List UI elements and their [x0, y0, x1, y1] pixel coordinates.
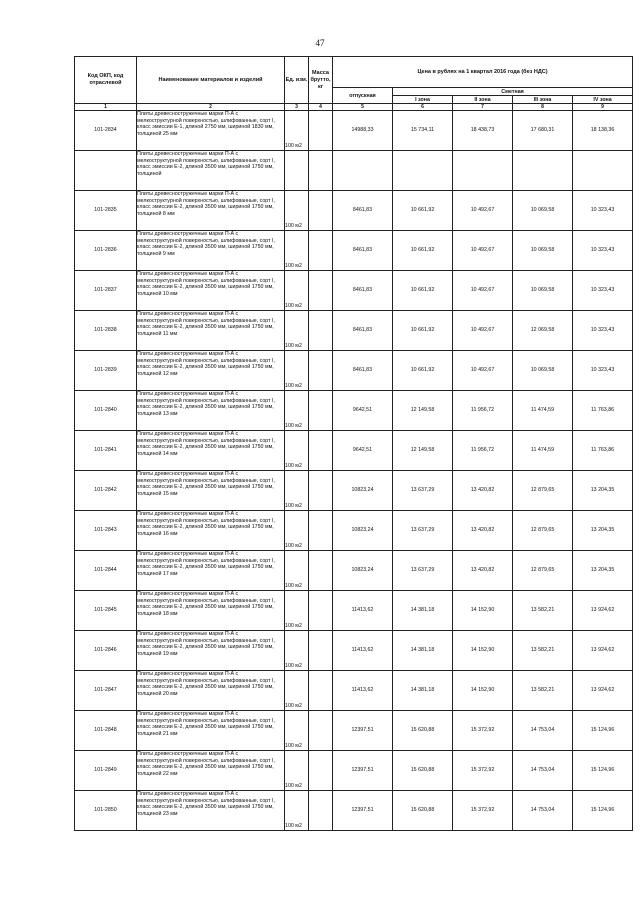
zone-4-price: 13 924,62: [573, 671, 633, 711]
zone-2-price: [453, 151, 513, 191]
zone-1-price: 12 149,58: [393, 391, 453, 431]
product-code: 101-2845: [75, 591, 137, 631]
unit-cell: 100 м2: [285, 751, 309, 791]
zone-1-price: 15 620,88: [393, 791, 453, 831]
column-number: 2: [137, 104, 285, 111]
product-code: [75, 151, 137, 191]
header-estimate-price: Сметная: [393, 88, 633, 96]
unit-cell: 100 м2: [285, 471, 309, 511]
product-code: 101-2838: [75, 311, 137, 351]
unit-cell: 100 м2: [285, 551, 309, 591]
zone-3-price: 10 069,58: [513, 191, 573, 231]
product-name: Плиты древесностружечные марки П-А с мелкоструктурной поверхностью, шлифованные, сорт I, класс эмиссии Е-2, длиной 3500 мм, шириной 1750 мм, толщиной 12 мм: [137, 351, 285, 391]
zone-2-price: 11 956,72: [453, 431, 513, 471]
table-header: [75, 57, 633, 111]
zone-4-price: 15 124,96: [573, 791, 633, 831]
header-name: Наименование материалов и изделий: [137, 57, 285, 104]
zone-2-price: 10 492,67: [453, 271, 513, 311]
table-row: [75, 711, 633, 751]
zone-2-price: 14 152,90: [453, 631, 513, 671]
product-code: 101-2850: [75, 791, 137, 831]
zone-1-price: 15 734,11: [393, 111, 453, 151]
mass-cell: [309, 471, 333, 511]
zone-4-price: 13 924,62: [573, 591, 633, 631]
product-code: 101-2835: [75, 191, 137, 231]
zone-4-price: 10 323,43: [573, 191, 633, 231]
zone-4-price: 13 204,35: [573, 471, 633, 511]
product-name: Плиты древесностружечные марки П-А с мелкоструктурной поверхностью, шлифованные, сорт I, класс эмиссии Е-2, длиной 3500 мм, шириной 1750 мм, толщиной 21 мм: [137, 711, 285, 751]
column-number: 1: [75, 104, 137, 111]
zone-3-price: 10 069,58: [513, 231, 573, 271]
unit-cell: 100 м2: [285, 711, 309, 751]
product-name: Плиты древесностружечные марки П-А с мелкоструктурной поверхностью, шлифованные, сорт I, класс эмиссии Е-2, длиной 3500 мм, шириной 1750 мм, толщиной 10 мм: [137, 271, 285, 311]
zone-3-price: 14 753,04: [513, 751, 573, 791]
product-name: Плиты древесностружечные марки П-А с мелкоструктурной поверхностью, шлифованные, сорт I, класс эмиссии Е-2, длиной 3500 мм, шириной 1750 мм, толщиной 9 мм: [137, 231, 285, 271]
column-number: 8: [513, 104, 573, 111]
release-price: 12397,51: [333, 751, 393, 791]
zone-3-price: 10 069,58: [513, 271, 573, 311]
zone-3-price: 13 582,21: [513, 631, 573, 671]
zone-4-price: 11 763,86: [573, 391, 633, 431]
zone-4-price: 18 138,36: [573, 111, 633, 151]
zone-1-price: 10 661,92: [393, 271, 453, 311]
release-price: 8461,83: [333, 351, 393, 391]
table-row: [75, 631, 633, 671]
product-code: 101-2843: [75, 511, 137, 551]
release-price: 10823,24: [333, 471, 393, 511]
table-row: [75, 191, 633, 231]
zone-4-price: 11 763,86: [573, 431, 633, 471]
zone-2-price: 10 492,67: [453, 311, 513, 351]
header-mass: Масса брутто, кг: [309, 57, 333, 104]
header-zone: I зона: [393, 96, 453, 104]
product-name: Плиты древесностружечные марки П-А с мелкоструктурной поверхностью, шлифованные, сорт I, класс эмиссии Е-2, длиной 3500 мм, шириной 1750 мм, толщиной 15 мм: [137, 471, 285, 511]
product-code: 101-2847: [75, 671, 137, 711]
unit-cell: 100 м2: [285, 791, 309, 831]
column-number: 9: [573, 104, 633, 111]
release-price: [333, 151, 393, 191]
zone-2-price: 13 420,82: [453, 471, 513, 511]
release-price: 10823,24: [333, 551, 393, 591]
unit-cell: 100 м2: [285, 111, 309, 151]
unit-cell: 100 м2: [285, 351, 309, 391]
product-code: 101-2844: [75, 551, 137, 591]
zone-3-price: 12 069,58: [513, 311, 573, 351]
table-body: [75, 111, 633, 831]
product-name: Плиты древесностружечные марки П-А с мелкоструктурной поверхностью, шлифованные, сорт I, класс эмиссии Е-2, длиной 3500 мм, шириной 1750 мм, толщиной 18 мм: [137, 591, 285, 631]
zone-4-price: 15 124,96: [573, 711, 633, 751]
mass-cell: [309, 191, 333, 231]
product-name: Плиты древесностружечные марки П-А с мелкоструктурной поверхностью, шлифованные, сорт I, класс эмиссии Е-2, длиной 3500 мм, шириной 1750 мм, толщиной 17 мм: [137, 551, 285, 591]
product-code: 101-2848: [75, 711, 137, 751]
column-number: 3: [285, 104, 309, 111]
table-row: [75, 431, 633, 471]
table-row: [75, 551, 633, 591]
release-price: 8461,83: [333, 191, 393, 231]
product-code: 101-2836: [75, 231, 137, 271]
product-name: Плиты древесностружечные марки П-А с мелкоструктурной поверхностью, шлифованные, сорт I, класс эмиссии Е-2, длиной 3500 мм, шириной 1750 мм, толщиной 8 мм: [137, 191, 285, 231]
table-row: [75, 511, 633, 551]
mass-cell: [309, 551, 333, 591]
product-code: 101-2837: [75, 271, 137, 311]
table-row: [75, 471, 633, 511]
zone-1-price: 10 661,92: [393, 231, 453, 271]
table-row: [75, 751, 633, 791]
release-price: 14988,33: [333, 111, 393, 151]
zone-4-price: [573, 151, 633, 191]
column-number: 4: [309, 104, 333, 111]
table-row: [75, 271, 633, 311]
mass-cell: [309, 391, 333, 431]
unit-cell: 100 м2: [285, 391, 309, 431]
zone-3-price: 11 474,59: [513, 431, 573, 471]
zone-3-price: 12 879,65: [513, 551, 573, 591]
table-row: [75, 151, 633, 191]
page-number: 47: [315, 38, 325, 48]
release-price: 12397,51: [333, 791, 393, 831]
mass-cell: [309, 351, 333, 391]
header-code: Код ОКП, код отраслевой: [75, 57, 137, 104]
header-zone: II зона: [453, 96, 513, 104]
zone-1-price: 14 381,18: [393, 631, 453, 671]
header-zone: IV зона: [573, 96, 633, 104]
product-name: Плиты древесностружечные марки П-А с мелкоструктурной поверхностью, шлифованные, сорт I, класс эмиссии Е-2, длиной 3500 мм, шириной 1750 мм, толщиной 23 мм: [137, 791, 285, 831]
zone-4-price: 13 204,35: [573, 511, 633, 551]
mass-cell: [309, 511, 333, 551]
mass-cell: [309, 431, 333, 471]
zone-1-price: 15 620,88: [393, 711, 453, 751]
product-name: Плиты древесностружечные марки П-А с мелкоструктурной поверхностью, шлифованные, сорт I, класс эмиссии Е-2, длиной 3500 мм, шириной 1750 мм, толщиной 20 мм: [137, 671, 285, 711]
product-code: 101-2849: [75, 751, 137, 791]
column-number: 5: [333, 104, 393, 111]
product-name: Плиты древесностружечные марки П-А с мелкоструктурной поверхностью, шлифованные, сорт I, класс эмиссии Е-2, длиной 3500 мм, шириной 1750 мм, толщиной 14 мм: [137, 431, 285, 471]
zone-3-price: 13 582,21: [513, 671, 573, 711]
release-price: 9642,51: [333, 431, 393, 471]
zone-1-price: 10 661,92: [393, 191, 453, 231]
unit-cell: 100 м2: [285, 191, 309, 231]
zone-1-price: 13 637,29: [393, 471, 453, 511]
unit-cell: 100 м2: [285, 511, 309, 551]
column-number: 6: [393, 104, 453, 111]
mass-cell: [309, 111, 333, 151]
zone-2-price: 11 956,72: [453, 391, 513, 431]
zone-1-price: 14 381,18: [393, 671, 453, 711]
release-price: 11413,62: [333, 671, 393, 711]
mass-cell: [309, 311, 333, 351]
zone-2-price: 10 492,67: [453, 231, 513, 271]
unit-cell: 100 м2: [285, 311, 309, 351]
zone-3-price: 12 879,65: [513, 471, 573, 511]
zone-2-price: 10 492,67: [453, 191, 513, 231]
header-price-group: Цена в рублях на 1 квартал 2016 года (без НДС): [333, 57, 633, 88]
mass-cell: [309, 271, 333, 311]
zone-1-price: 13 637,29: [393, 511, 453, 551]
zone-4-price: 13 924,62: [573, 631, 633, 671]
zone-4-price: 10 323,43: [573, 231, 633, 271]
zone-2-price: 13 420,82: [453, 511, 513, 551]
header-release-price: отпускная: [333, 88, 393, 104]
zone-1-price: 10 661,92: [393, 351, 453, 391]
unit-cell: 100 м2: [285, 271, 309, 311]
mass-cell: [309, 751, 333, 791]
zone-4-price: 15 124,96: [573, 751, 633, 791]
product-name: Плиты древесностружечные марки П-А с мелкоструктурной поверхностью, шлифованные, сорт I, класс эмиссии Е-2, длиной 3500 мм, шириной 1750 мм, толщиной 22 мм: [137, 751, 285, 791]
zone-3-price: [513, 151, 573, 191]
zone-2-price: 10 492,67: [453, 351, 513, 391]
zone-4-price: 10 323,43: [573, 271, 633, 311]
release-price: 11413,62: [333, 591, 393, 631]
zone-2-price: 13 420,82: [453, 551, 513, 591]
product-name: Плиты древесностружечные марки П-А с мелкоструктурной поверхностью, шлифованные, сорт I, класс эмиссии Е-1, длиной 2750 мм, шириной 1830 мм, толщиной 25 мм: [137, 111, 285, 151]
mass-cell: [309, 791, 333, 831]
table-row: [75, 311, 633, 351]
product-code: 101-2846: [75, 631, 137, 671]
zone-1-price: 10 661,92: [393, 311, 453, 351]
product-name: Плиты древесностружечные марки П-А с мелкоструктурной поверхностью, шлифованные, сорт I, класс эмиссии Е-2, длиной 3500 мм, шириной 1750 мм, толщиной: [137, 151, 285, 191]
unit-cell: 100 м2: [285, 591, 309, 631]
column-number: 7: [453, 104, 513, 111]
table-row: [75, 231, 633, 271]
product-name: Плиты древесностружечные марки П-А с мелкоструктурной поверхностью, шлифованные, сорт I, класс эмиссии Е-2, длиной 3500 мм, шириной 1750 мм, толщиной 16 мм: [137, 511, 285, 551]
zone-2-price: 15 372,92: [453, 751, 513, 791]
mass-cell: [309, 591, 333, 631]
mass-cell: [309, 151, 333, 191]
zone-2-price: 18 438,73: [453, 111, 513, 151]
zone-1-price: 13 637,29: [393, 551, 453, 591]
header-unit: Ед. изм.: [285, 57, 309, 104]
zone-2-price: 15 372,92: [453, 791, 513, 831]
zone-4-price: 10 323,43: [573, 351, 633, 391]
mass-cell: [309, 231, 333, 271]
product-code: 101-2834: [75, 111, 137, 151]
zone-3-price: 10 069,58: [513, 351, 573, 391]
zone-4-price: 10 323,43: [573, 311, 633, 351]
zone-2-price: 15 372,92: [453, 711, 513, 751]
product-name: Плиты древесностружечные марки П-А с мелкоструктурной поверхностью, шлифованные, сорт I, класс эмиссии Е-2, длиной 3500 мм, шириной 1750 мм, толщиной 19 мм: [137, 631, 285, 671]
release-price: 10823,24: [333, 511, 393, 551]
release-price: 11413,62: [333, 631, 393, 671]
product-code: 101-2839: [75, 351, 137, 391]
zone-1-price: 12 149,58: [393, 431, 453, 471]
release-price: 8461,83: [333, 271, 393, 311]
header-zone: III зона: [513, 96, 573, 104]
unit-cell: 100 м2: [285, 231, 309, 271]
price-table: [74, 56, 633, 831]
unit-cell: 100 м2: [285, 631, 309, 671]
product-code: 101-2842: [75, 471, 137, 511]
mass-cell: [309, 631, 333, 671]
product-name: Плиты древесностружечные марки П-А с мелкоструктурной поверхностью, шлифованные, сорт I, класс эмиссии Е-2, длиной 3500 мм, шириной 1750 мм, толщиной 13 мм: [137, 391, 285, 431]
zone-3-price: 14 753,04: [513, 711, 573, 751]
zone-1-price: 15 620,88: [393, 751, 453, 791]
product-code: 101-2840: [75, 391, 137, 431]
table-row: [75, 591, 633, 631]
unit-cell: [285, 151, 309, 191]
release-price: 8461,83: [333, 231, 393, 271]
zone-3-price: 13 582,21: [513, 591, 573, 631]
unit-cell: 100 м2: [285, 671, 309, 711]
zone-4-price: 13 204,35: [573, 551, 633, 591]
product-name: Плиты древесностружечные марки П-А с мелкоструктурной поверхностью, шлифованные, сорт I, класс эмиссии Е-2, длиной 3500 мм, шириной 1750 мм, толщиной 11 мм: [137, 311, 285, 351]
table-row: [75, 111, 633, 151]
product-code: 101-2841: [75, 431, 137, 471]
zone-3-price: 17 680,31: [513, 111, 573, 151]
table-row: [75, 351, 633, 391]
release-price: 9642,51: [333, 391, 393, 431]
unit-cell: 100 м2: [285, 431, 309, 471]
zone-1-price: [393, 151, 453, 191]
table-row: [75, 671, 633, 711]
table-row: [75, 391, 633, 431]
release-price: 12397,51: [333, 711, 393, 751]
mass-cell: [309, 671, 333, 711]
zone-2-price: 14 152,90: [453, 591, 513, 631]
zone-3-price: 11 474,59: [513, 391, 573, 431]
zone-3-price: 14 753,04: [513, 791, 573, 831]
zone-1-price: 14 381,18: [393, 591, 453, 631]
mass-cell: [309, 711, 333, 751]
release-price: 8461,83: [333, 311, 393, 351]
zone-2-price: 14 152,90: [453, 671, 513, 711]
zone-3-price: 12 879,65: [513, 511, 573, 551]
table-row: [75, 791, 633, 831]
